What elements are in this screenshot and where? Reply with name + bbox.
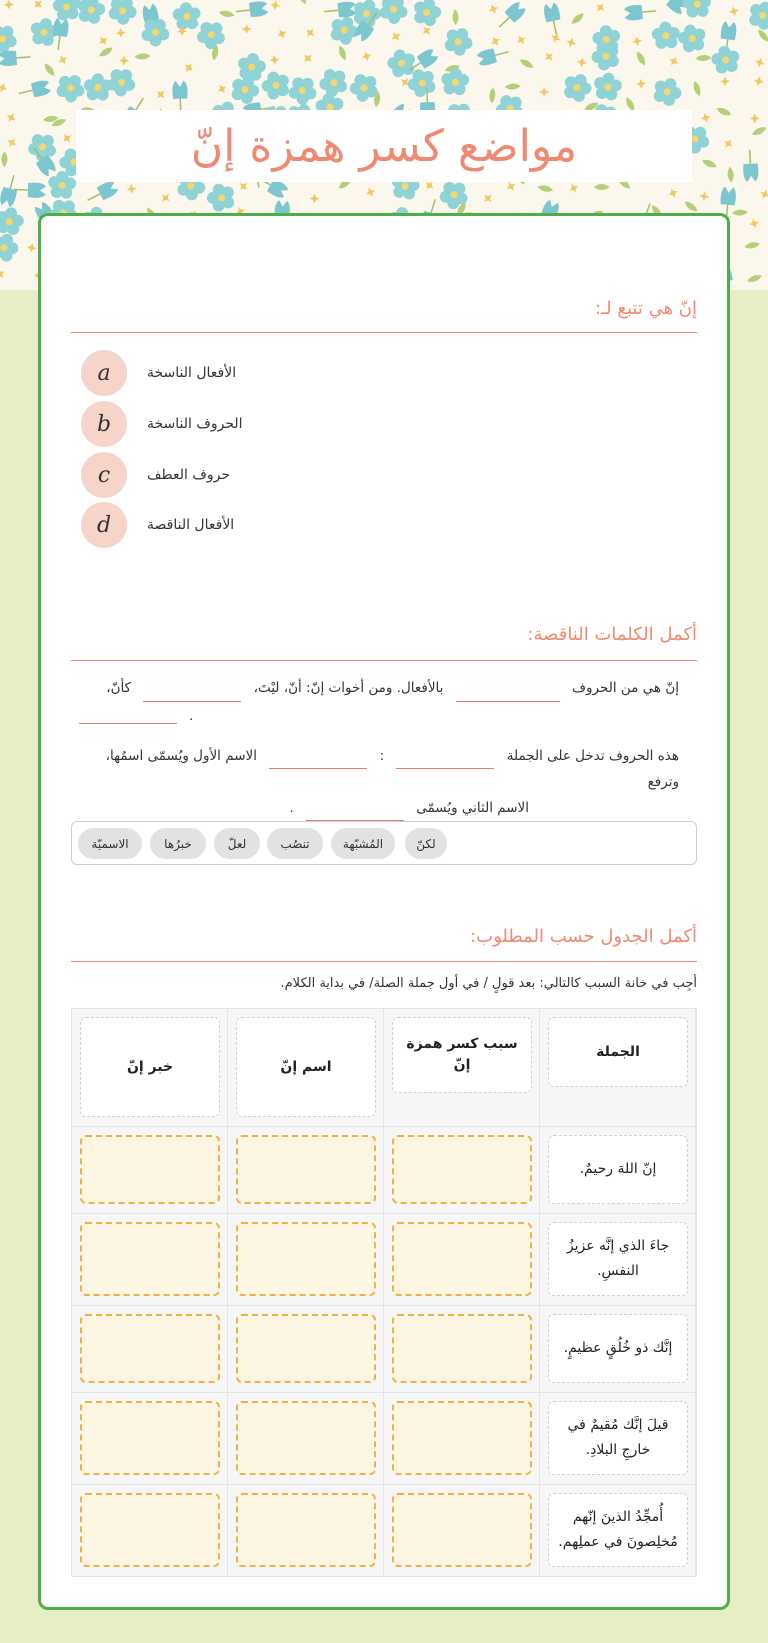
option-b[interactable] xyxy=(81,401,243,447)
header-reason: سبب كسر همزة إنّ xyxy=(392,1017,532,1093)
page-title: مواضع كسر همزة إنّ xyxy=(190,120,578,172)
fill-paragraph-2 xyxy=(79,743,679,821)
fill-paragraph-1 xyxy=(79,674,679,730)
answer-box-khabar-inna[interactable] xyxy=(80,1493,220,1567)
answer-box-reason[interactable] xyxy=(392,1493,532,1567)
answer-box-ism-inna[interactable] xyxy=(236,1401,376,1475)
section2-divider xyxy=(71,660,697,661)
cell-sentence-row-1 xyxy=(540,1127,696,1214)
section1-divider xyxy=(71,332,697,333)
blank-3[interactable] xyxy=(79,702,177,724)
option-d[interactable] xyxy=(81,502,234,548)
answer-box-khabar-inna[interactable] xyxy=(80,1135,220,1204)
p1-text-d: . xyxy=(189,708,194,724)
blank-4[interactable] xyxy=(396,747,494,769)
cell-sentence-row-4 xyxy=(540,1393,696,1485)
cell-ism-inna-row-5 xyxy=(228,1485,384,1577)
p1-text-b: بالأفعال. ومن أخوات إنّ: أنّ، ليْتَ، xyxy=(253,680,444,696)
answer-box-reason[interactable] xyxy=(392,1401,532,1475)
cell-reason-row-1 xyxy=(384,1127,540,1214)
answer-box-ism-inna[interactable] xyxy=(236,1135,376,1204)
option-c-badge: c xyxy=(81,452,127,498)
header-cell-reason xyxy=(384,1009,540,1127)
sentence-text: إنَّك ذو خُلُقٍ عظيمٍ. xyxy=(548,1314,688,1383)
p2-text-a: هذه الحروف تدخل على الجملة xyxy=(506,748,679,764)
option-a-text: الأفعال الناسخة xyxy=(147,365,237,381)
cell-khabar-inna-row-2 xyxy=(72,1214,228,1306)
cell-khabar-inna-row-5 xyxy=(72,1485,228,1577)
word-bank xyxy=(71,821,697,865)
cell-ism-inna-row-1 xyxy=(228,1127,384,1214)
p1-text-a: إنّ هي من الحروف xyxy=(572,680,679,696)
section3-title: أكمل الجدول حسب المطلوب: xyxy=(470,926,697,947)
cell-khabar-inna-row-3 xyxy=(72,1306,228,1393)
worksheet-card xyxy=(38,213,730,1610)
answer-box-ism-inna[interactable] xyxy=(236,1493,376,1567)
answer-box-reason[interactable] xyxy=(392,1135,532,1204)
header-cell-ism-inna xyxy=(228,1009,384,1127)
sentence-text: جاءَ الذي إنَّه عزيزُ النفسِ. xyxy=(548,1222,688,1296)
header-sentence: الجملة xyxy=(548,1017,688,1087)
p2-text-c: الاسم الأول ويُسمّى اسمُها، وترفع xyxy=(105,748,679,790)
cell-reason-row-2 xyxy=(384,1214,540,1306)
option-a[interactable] xyxy=(81,350,236,396)
header-cell-sentence xyxy=(540,1009,696,1127)
section2-title: أكمل الكلمات الناقصة: xyxy=(527,624,697,645)
word-chip-tansib[interactable]: تنصُب xyxy=(267,828,323,859)
analysis-table xyxy=(71,1008,697,1576)
option-b-text: الحروف الناسخة xyxy=(147,416,243,432)
cell-reason-row-4 xyxy=(384,1393,540,1485)
answer-box-reason[interactable] xyxy=(392,1222,532,1296)
cell-sentence-row-3 xyxy=(540,1306,696,1393)
blank-2[interactable] xyxy=(143,680,241,702)
option-b-badge: b xyxy=(81,401,127,447)
cell-reason-row-5 xyxy=(384,1485,540,1577)
cell-khabar-inna-row-4 xyxy=(72,1393,228,1485)
blank-6[interactable] xyxy=(306,799,404,821)
section3-divider xyxy=(71,961,697,962)
header-khabar-inna: خبر إنّ xyxy=(80,1017,220,1117)
sentence-text: قيلَ إنَّك مُقيمٌ في خارجِ البلادِ. xyxy=(548,1401,688,1475)
option-d-badge: d xyxy=(81,502,127,548)
p2-text-e: . xyxy=(289,800,294,816)
cell-ism-inna-row-4 xyxy=(228,1393,384,1485)
section1-title: إنّ هي تتبع لـ: xyxy=(594,298,697,319)
sentence-text: أُمجِّدُ الذينَ إنّهم مُخلِصونَ في عملِهم. xyxy=(548,1493,688,1567)
blank-5[interactable] xyxy=(269,747,367,769)
cell-sentence-row-2 xyxy=(540,1214,696,1306)
word-chip-laalla[interactable]: لعلّ xyxy=(214,828,260,859)
answer-box-khabar-inna[interactable] xyxy=(80,1401,220,1475)
answer-box-ism-inna[interactable] xyxy=(236,1314,376,1383)
word-chip-lakinna[interactable]: لكنّ xyxy=(405,828,447,859)
option-d-text: الأفعال الناقصة xyxy=(147,517,235,533)
word-chip-mushabbaha[interactable]: المُشبّهة xyxy=(331,828,395,859)
p1-text-c: كأنّ، xyxy=(106,680,132,696)
header-cell-khabar-inna xyxy=(72,1009,228,1127)
answer-box-reason[interactable] xyxy=(392,1314,532,1383)
word-chip-ismiyya[interactable]: الاسميّة xyxy=(78,828,142,859)
cell-ism-inna-row-2 xyxy=(228,1214,384,1306)
p2-text-b: : xyxy=(379,748,385,764)
cell-khabar-inna-row-1 xyxy=(72,1127,228,1214)
table-instruction: أجِب في خانة السبب كالتالي: بعد قولٍ / في أول جملة الصلة/ في بداية الكلام. xyxy=(280,976,697,991)
option-c-text: حروف العطف xyxy=(147,467,230,483)
word-chip-khabaruha[interactable]: خبرُها xyxy=(150,828,206,859)
cell-reason-row-3 xyxy=(384,1306,540,1393)
option-a-badge: a xyxy=(81,350,127,396)
answer-box-khabar-inna[interactable] xyxy=(80,1314,220,1383)
title-banner xyxy=(76,110,692,182)
header-ism-inna: اسم إنّ xyxy=(236,1017,376,1117)
option-c[interactable] xyxy=(81,452,230,498)
cell-sentence-row-5 xyxy=(540,1485,696,1577)
blank-1[interactable] xyxy=(456,680,560,702)
cell-ism-inna-row-3 xyxy=(228,1306,384,1393)
answer-box-ism-inna[interactable] xyxy=(236,1222,376,1296)
answer-box-khabar-inna[interactable] xyxy=(80,1222,220,1296)
p2-text-d: الاسم الثاني ويُسمّى xyxy=(416,800,529,816)
sentence-text: إنّ اللهَ رحيمٌ. xyxy=(548,1135,688,1204)
